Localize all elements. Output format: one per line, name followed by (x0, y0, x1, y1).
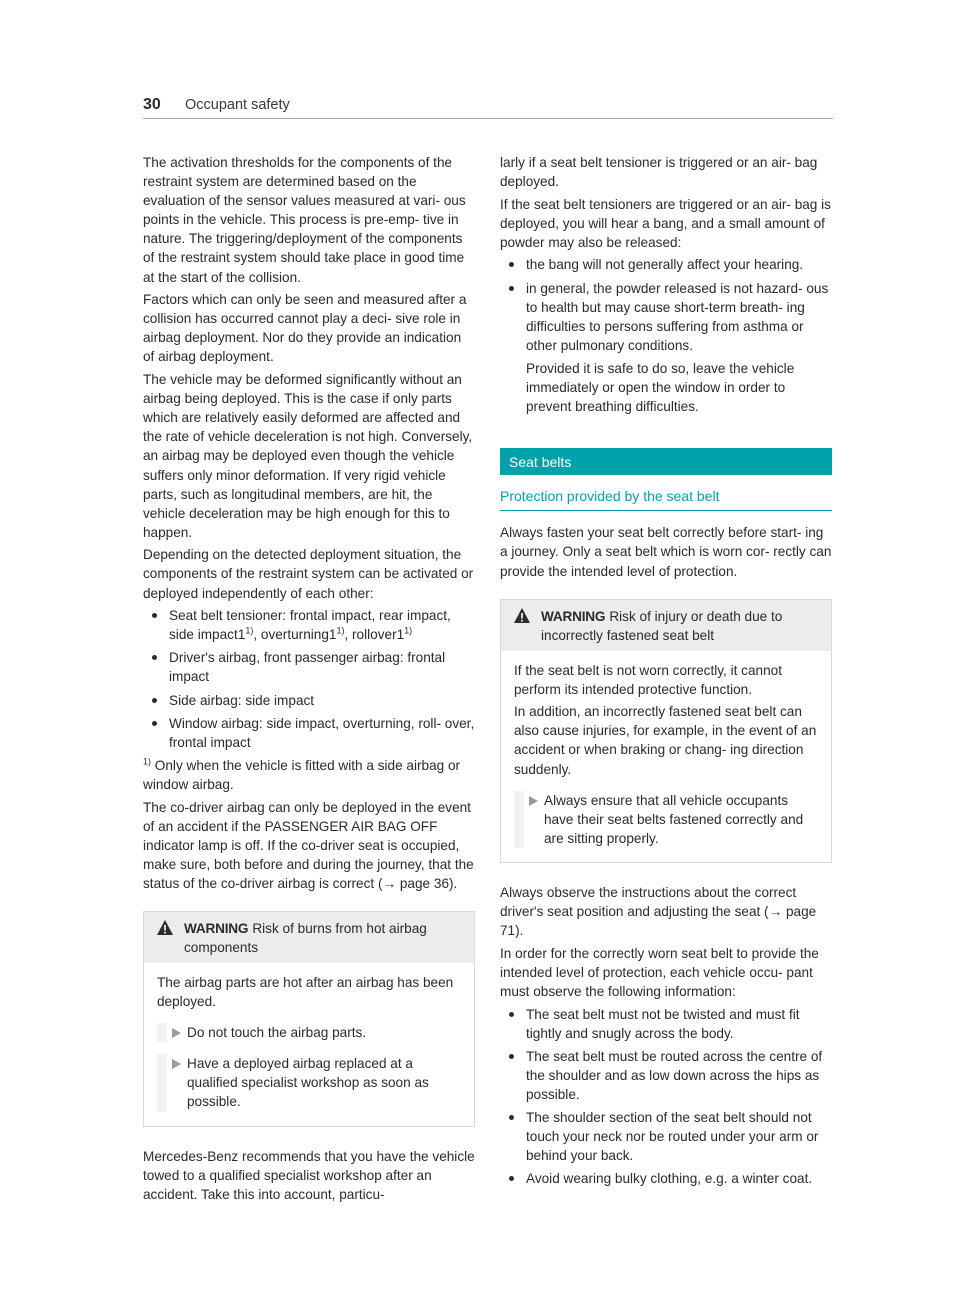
list-item: Window airbag: side impact, overturning, roll- over, frontal impact (143, 714, 475, 752)
list-item: Avoid wearing bulky clothing, e.g. a winter coat. (500, 1169, 832, 1188)
bullet-list (500, 1005, 832, 1189)
paragraph: Factors which can only be seen and measured after a collision has occurred cannot play a deci- sive role in airbag deployment. Nor do they provide an indication of airbag deployment. (143, 292, 467, 365)
warning-triangle-icon (156, 919, 174, 936)
section-heading: Seat belts (500, 448, 832, 475)
warning-title: Risk of burns from hot airbag components (184, 920, 427, 955)
paragraph: In order for the correctly worn seat belt to provide the intended level of protection, each vehicle occu- pant must observe the following information: (500, 945, 819, 999)
page-number: 30 (143, 96, 161, 113)
warning-text: If the seat belt is not worn correctly, it cannot perform its intended protective function. (514, 662, 782, 697)
page-header (143, 94, 833, 119)
instruction-step: Do not touch the airbag parts. (157, 1023, 464, 1042)
bullet-icon (509, 1054, 514, 1059)
right-column (500, 153, 832, 1192)
paragraph: If the seat belt tensioners are triggered or an air- bag is deployed, you will hear a bang, and a small amount of powder may also be released: (500, 196, 831, 250)
list-item: Driver's airbag, front passenger airbag: frontal impact (143, 648, 475, 686)
paragraph: Mercedes-Benz recommends that you have the vehicle towed to a qualified specialist workshop after an accident. Take this into account, particu- (143, 1148, 475, 1202)
list-item: The shoulder section of the seat belt should not touch your neck nor be routed under your arm or behind your back. (500, 1108, 832, 1165)
bullet-icon (152, 655, 157, 660)
warning-box (143, 911, 475, 1127)
warning-header (501, 600, 831, 651)
bullet-icon (509, 262, 514, 267)
instruction-step: Always ensure that all vehicle occupants have their seat belts fastened correctly and are sitting properly. (514, 791, 821, 848)
paragraph: The vehicle may be deformed significantly without an airbag being deployed. This is the case if only parts which are relatively easily deformed are affected and the rate of vehicle deceleration is not high. Conversely, an airbag may be deployed even though the vehicle suffers only minor deformation. If very rigid vehicle parts, such as longitudinal members, are hit, the vehicle deceleration may be high enough for this to happen. (143, 372, 473, 540)
warning-title: Risk of injury or death due to incorrectly fastened seat belt (541, 608, 783, 643)
warning-text: In addition, an incorrectly fastened seat belt can also cause injuries, for example, in the event of an accident or when braking or chang- ing direction suddenly. (514, 704, 817, 777)
list-item: Seat belt tensioner: frontal impact, rear impact, side impact1$^{1)}$, overturning1$^{1)}$, rollover1$^{1)}$ (143, 606, 475, 644)
list-item: The seat belt must not be twisted and must fit tightly and snugly across the body. (500, 1005, 832, 1043)
warning-body (501, 651, 831, 862)
bullet-icon (509, 286, 514, 291)
paragraph: larly if a seat belt tensioner is triggered or an air- bag deployed. (500, 155, 818, 190)
warning-body (144, 963, 474, 1126)
page-title: Occupant safety (185, 97, 290, 113)
arrow-right-icon (529, 796, 538, 806)
paragraph: Depending on the detected deployment situation, the components of the restraint system can be activated or deployed independently of each other: (143, 547, 474, 601)
warning-label: WARNING (541, 608, 606, 624)
footnote: $^{1)}$ Only when the vehicle is fitted with a side airbag or window airbag. (143, 756, 461, 792)
list-item: The seat belt must be routed across the centre of the shoulder and as low down across the hips as possible. (500, 1047, 832, 1104)
list-item: in general, the powder released is not hazard- ous to health but may cause short-term breath- ing difficulties to persons suffering from asthma or other pulmonary conditions. Provided it is safe to do so, leave the vehicle immediately or open the window in order to prevent breathing difficulties. (500, 279, 832, 417)
bullet-list (500, 255, 832, 416)
paragraph: The activation thresholds for the components of the restraint system are determined based on the evaluation of the sensor values measured at vari- ous points in the vehicle. This process is pre-emp- tive in nature. The triggering/deployment of the components of the restraint system should take place in good time at the start of the collision. (143, 155, 466, 285)
warning-text: The airbag parts are hot after an airbag has been deployed. (157, 974, 454, 1010)
paragraph: The co-driver airbag can only be deployed in the event of an accident if the PASSENGER AIR BAG OFF indicator lamp is off. If the co-driver seat is occupied, make sure, both before and during the journey, that the status of the co-driver airbag is correct (→ page 36). (143, 799, 474, 891)
subheading: Protection provided by the seat belt (500, 487, 832, 511)
arrow-right-icon (172, 1059, 181, 1069)
arrow-right-icon (172, 1028, 181, 1038)
list-item: the bang will not generally affect your hearing. (500, 255, 832, 274)
bullet-icon (509, 1176, 514, 1181)
warning-triangle-icon (513, 607, 531, 624)
bullet-icon (152, 721, 157, 726)
bullet-icon (509, 1115, 514, 1120)
bullet-list (143, 606, 475, 752)
list-item-note: Provided it is safe to do so, leave the vehicle immediately or open the window in order to prevent breathing difficulties. (526, 360, 795, 415)
left-column (143, 153, 475, 1207)
warning-header (144, 912, 474, 963)
list-item: Side airbag: side impact (143, 691, 475, 710)
bullet-icon (152, 698, 157, 703)
warning-box (500, 599, 832, 863)
warning-label: WARNING (184, 920, 249, 936)
paragraph: Always observe the instructions about the correct driver's seat position and adjusting the seat (→ page 71). (500, 884, 817, 939)
bullet-icon (509, 1012, 514, 1017)
instruction-step: Have a deployed airbag replaced at a qualified specialist workshop as soon as possible. (157, 1054, 464, 1111)
paragraph: Always fasten your seat belt correctly before start- ing a journey. Only a seat belt which is worn cor- rectly can provide the intended level of protection. (500, 525, 832, 579)
bullet-icon (152, 613, 157, 618)
